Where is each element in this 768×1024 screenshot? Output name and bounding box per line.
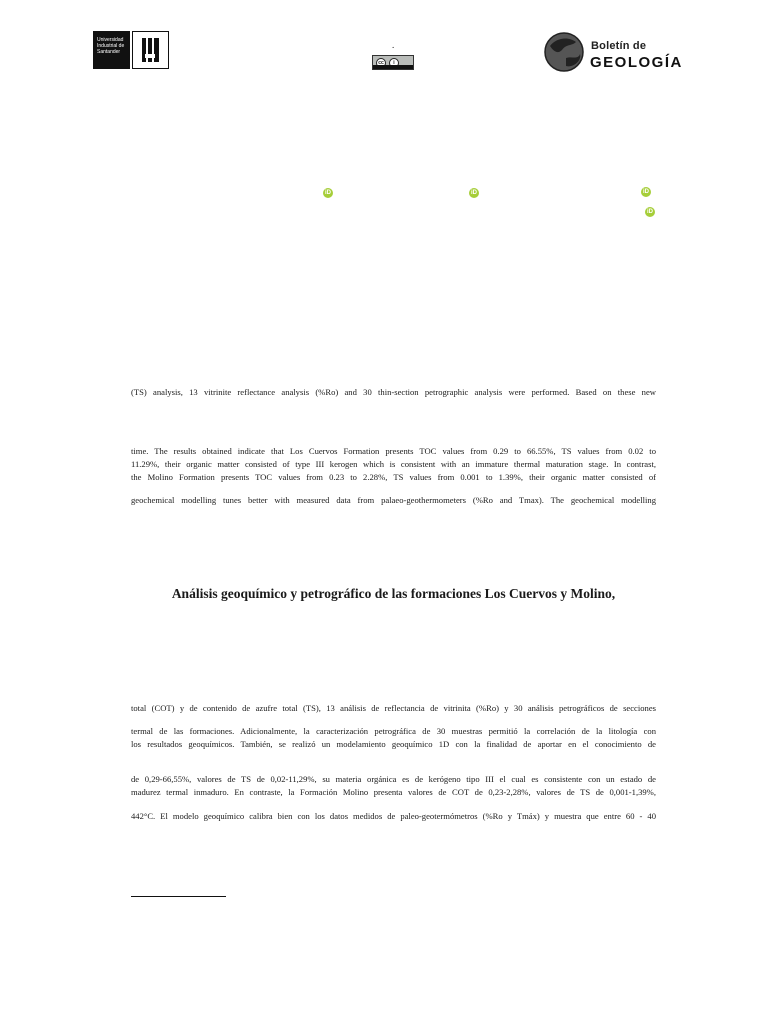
cc-icon: cc (376, 58, 386, 68)
journal-name-line1: Boletín de (591, 40, 647, 52)
university-logo (93, 31, 130, 69)
attribution-icon: i (389, 58, 399, 68)
resumen-line: total (COT) y de contenido de azufre total (TS), 13 análisis de reflectancia de vitrinita (%Ro) y 30 análisis petrográficos de secciones (131, 703, 656, 713)
abstract-line: time. The results obtained indicate that Los Cuervos Formation presents TOC values from 0.29 to 66.55%, TS values from 0.02 to (131, 446, 656, 456)
abstract-line: (TS) analysis, 13 vitrinite reflectance analysis (%Ro) and 30 thin-section petrographic analysis were performed. Based on these new (131, 387, 656, 397)
orcid-icon[interactable]: iD (643, 189, 649, 195)
resumen-line: los resultados geoquímicos. También, se realizó un modelamiento geoquímico 1D con la finalidad de aportar en el conocimiento de (131, 739, 656, 749)
cc-license-badge[interactable] (372, 55, 414, 70)
university-logo-line: Industrial de (97, 43, 125, 49)
university-logo-line: Santander (97, 49, 121, 55)
resumen-line: de 0,29-66,55%, valores de TS de 0,02-11,29%, su materia orgánica es de kerógeno tipo III el cual es consistente con un estado de (131, 774, 656, 784)
footnote-separator (131, 896, 226, 897)
uis-monogram-logo (132, 31, 169, 69)
badge-bar (373, 65, 413, 69)
resumen-line: termal de las formaciones. Adicionalmente, la caracterización petrográfica de 30 muestras permitió la correlación de la litología con (131, 726, 656, 736)
journal-name-line2: GEOLOGÍA (590, 54, 683, 71)
orcid-icon[interactable]: iD (325, 190, 331, 196)
abstract-line: the Molino Formation presents TOC values from 0.23 to 2.28%, TS values from 0.001 to 1.39%, their organic matter consisted of (131, 472, 656, 482)
resumen-line: madurez termal inmaduro. En contraste, la Formación Molino presenta valores de COT de 0,23-2,28%, valores de TS de 0,001-1,39%, (131, 787, 656, 797)
globe-icon (544, 30, 588, 74)
abstract-line: 11.29%, their organic matter consisted of type III kerogen which is consistent with an immature thermal maturation stage. In contrast, (131, 459, 656, 469)
orcid-icon[interactable]: iD (471, 190, 477, 196)
resumen-line: 442°C. El modelo geoquímico calibra bien con los datos medidos de paleo-geotermómetros (%Ro y Tmáx) y muestra que entre 60 - 40 (131, 811, 656, 821)
abstract-line: geochemical modelling tunes better with measured data from palaeo-geothermometers (%Ro and Tmax). The geochemical modelling (131, 495, 656, 505)
orcid-icon[interactable]: iD (647, 209, 653, 215)
university-logo-line: Universidad (97, 37, 124, 43)
journal-logo (544, 30, 698, 74)
spanish-title: Análisis geoquímico y petrográfico de las formaciones Los Cuervos y Molino, (171, 586, 616, 601)
header-dot: . (392, 40, 395, 50)
